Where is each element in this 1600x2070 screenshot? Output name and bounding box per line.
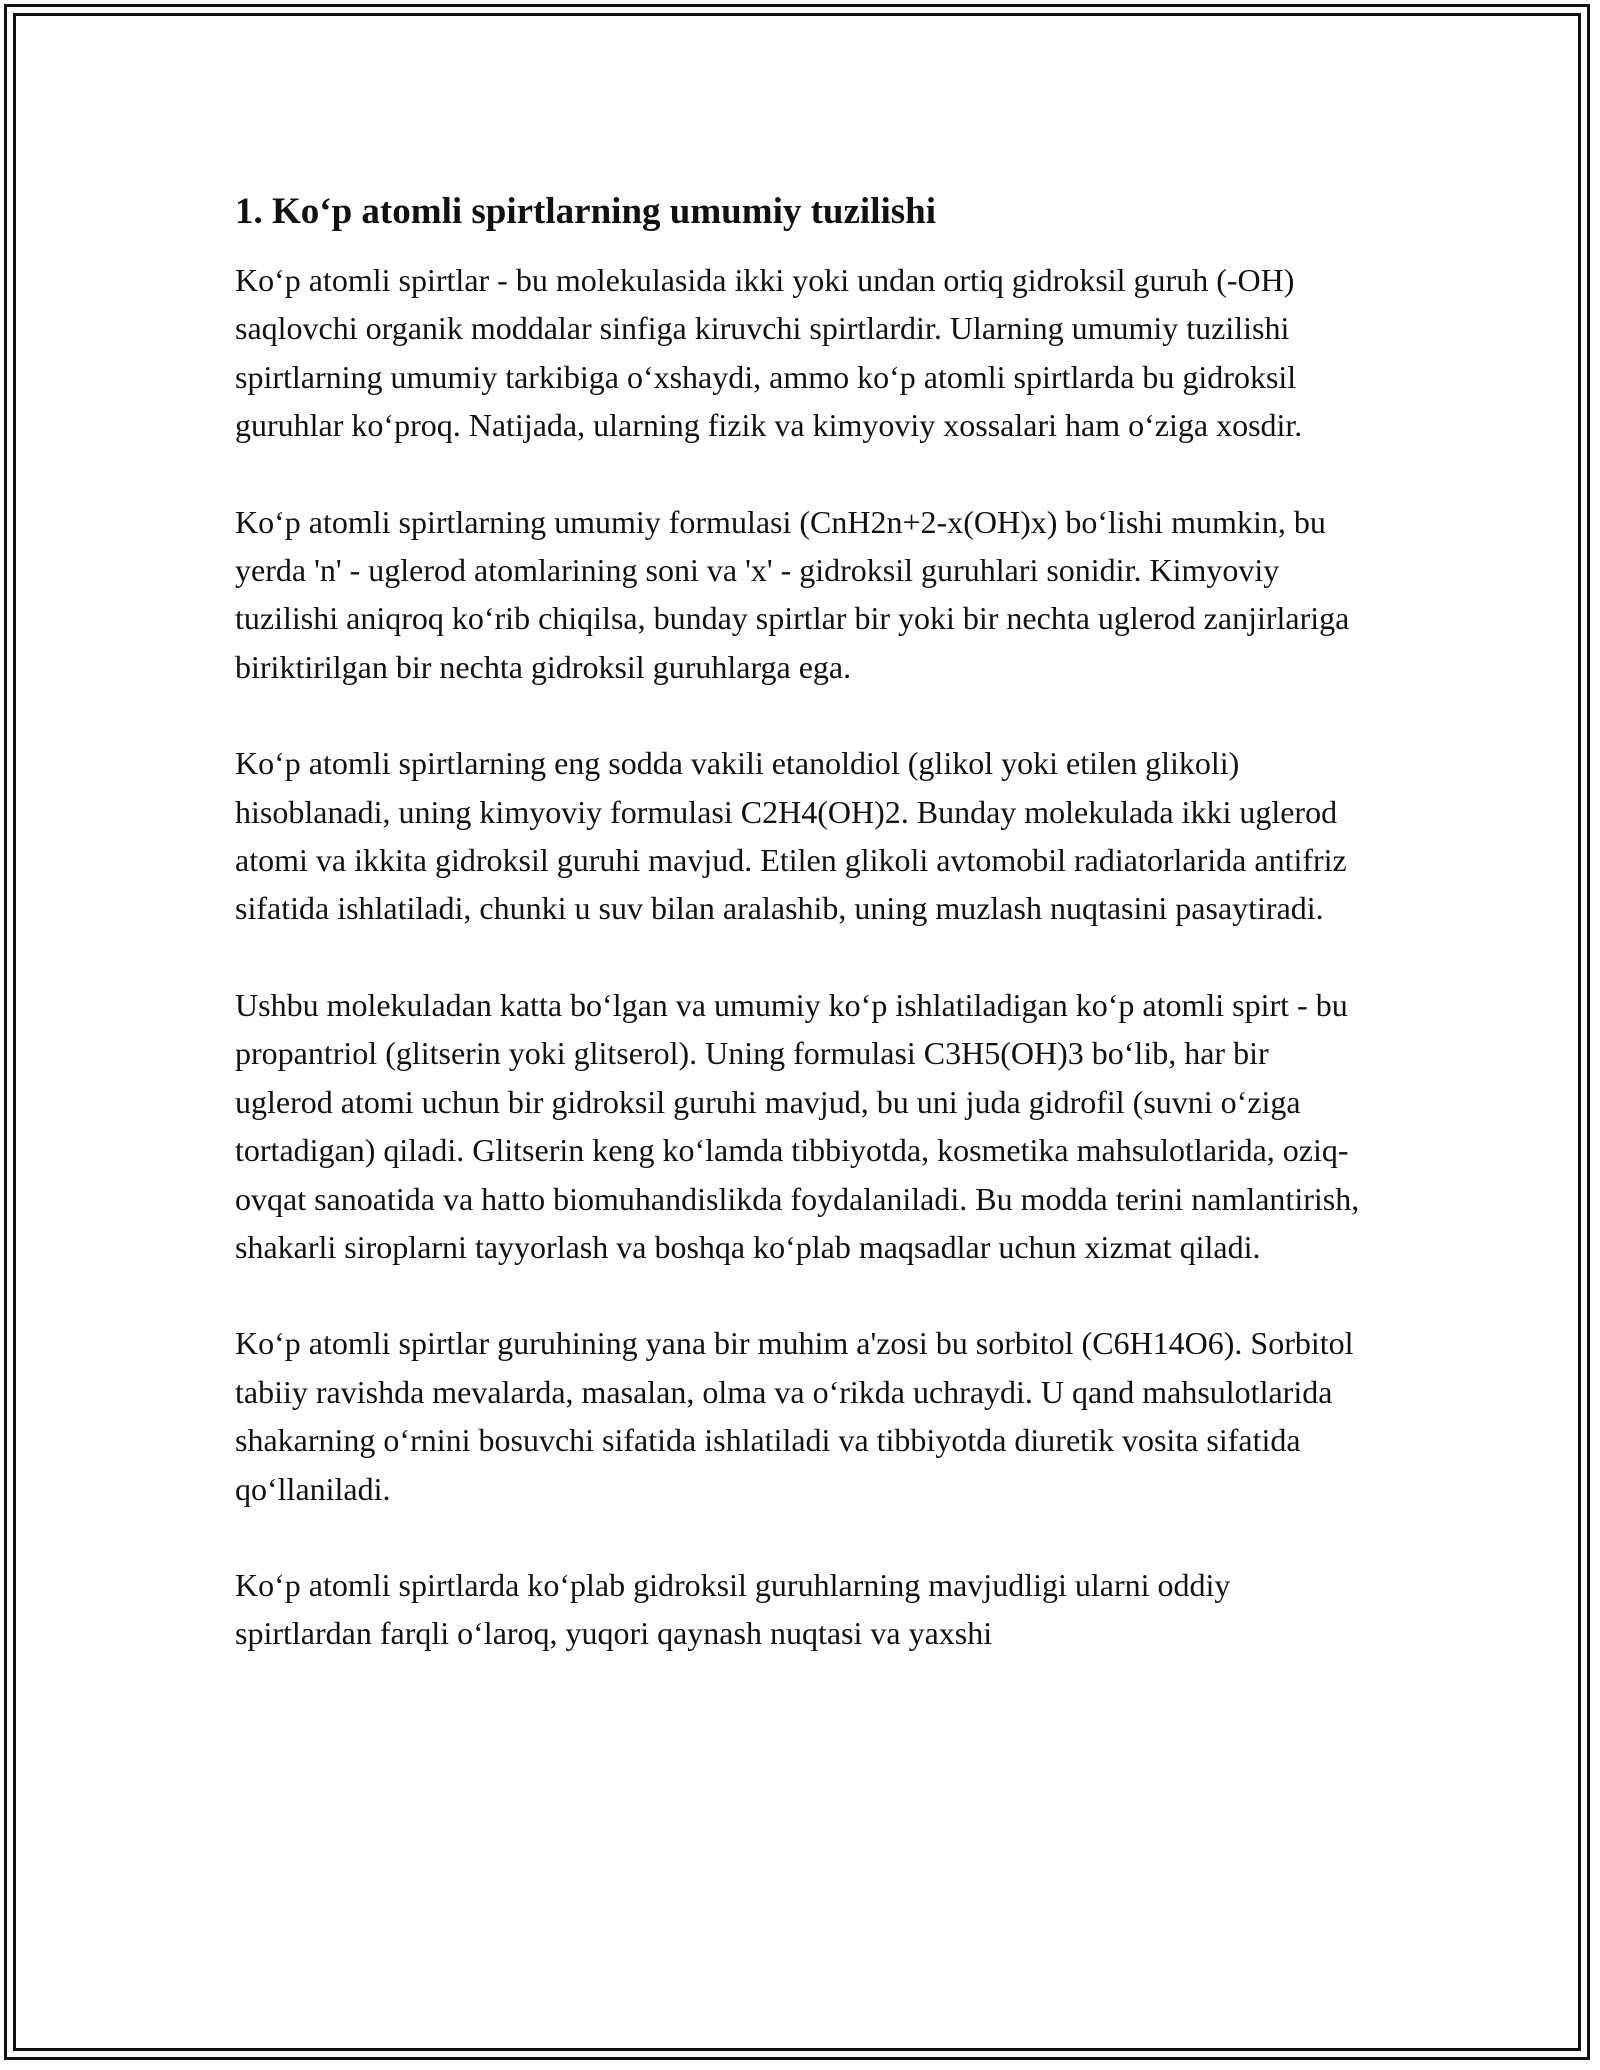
document-body [235,188,1370,1706]
paragraph-glycerin: Ushbu molekuladan katta bo‘lgan va umumiy ko‘p ishlatiladigan ko‘p atomli spirt - bu propantriol (glitserin yoki glitserol). Uning formulasi C3H5(OH)3 bo‘lib, har bir uglerod atomi uchun bir gidroksil guruhi mavjud, bu uni juda gidrofil (suvni o‘ziga tortadigan) qiladi. Glitserin keng ko‘lamda tibbiyotda, kosmetika mahsulotlarida, oziq-ovqat sanoatida va hatto biomuhandislikda foydalaniladi. Bu modda terini namlantirish, shakarli siroplarni tayyorlash va boshqa ko‘plab maqsadlar uchun xizmat qiladi. [235,986,1360,1265]
paragraph-properties: Ko‘p atomli spirtlarda ko‘plab gidroksil guruhlarning mavjudligi ularni oddiy spirtlardan farqli o‘laroq, yuqori qaynash nuqtasi va yaxshi [235,1566,1231,1652]
paragraph-intro: Ko‘p atomli spirtlar - bu molekulasida ikki yoki undan ortiq gidroksil guruh (-OH) saqlovchi organik moddalar sinfiga kiruvchi spirtlardir. Ularning umumiy tuzilishi spirtlarning umumiy tarkibiga o‘xshaydi, ammo ko‘p atomli spirtlarda bu gidroksil guruhlar ko‘proq. Natijada, ularning fizik va kimyoviy xossalari ham o‘ziga xosdir. [235,262,1303,444]
paragraph-sorbitol: Ko‘p atomli spirtlar guruhining yana bir muhim a'zosi bu sorbitol (C6H14O6). Sorbitol tabiiy ravishda mevalarda, masalan, olma va o‘rikda uchraydi. U qand mahsulotlarida shakarning o‘rnini bosuvchi sifatida ishlatiladi va tibbiyotda diuretik vosita sifatida qo‘llaniladi. [235,1325,1354,1507]
paragraph-ethylene-glycol: Ko‘p atomli spirtlarning eng sodda vakili etanoldiol (glikol yoki etilen glikoli) hisoblanadi, uning kimyoviy formulasi C2H4(OH)2. Bunday molekulada ikki uglerod atomi va ikkita gidroksil guruhi mavjud. Etilen glikoli avtomobil radiatorlarida antifriz sifatida ishlatiladi, chunki u suv bilan aralashib, uning muzlash nuqtasini pasaytiradi. [235,745,1347,927]
section-heading: 1. Ko‘p atomli spirtlarning umumiy tuzilishi [235,191,937,232]
paragraph-general-formula: Ko‘p atomli spirtlarning umumiy formulasi (CnH2n+2-x(OH)x) bo‘lishi mumkin, bu yerda 'n' - uglerod atomlarining soni va 'x' - gidroksil guruhlari sonidir. Kimyoviy tuzilishi aniqroq ko‘rib chiqilsa, bunday spirtlar bir yoki bir nechta uglerod zanjirlariga biriktirilgan bir nechta gidroksil guruhlarga ega. [235,503,1350,685]
